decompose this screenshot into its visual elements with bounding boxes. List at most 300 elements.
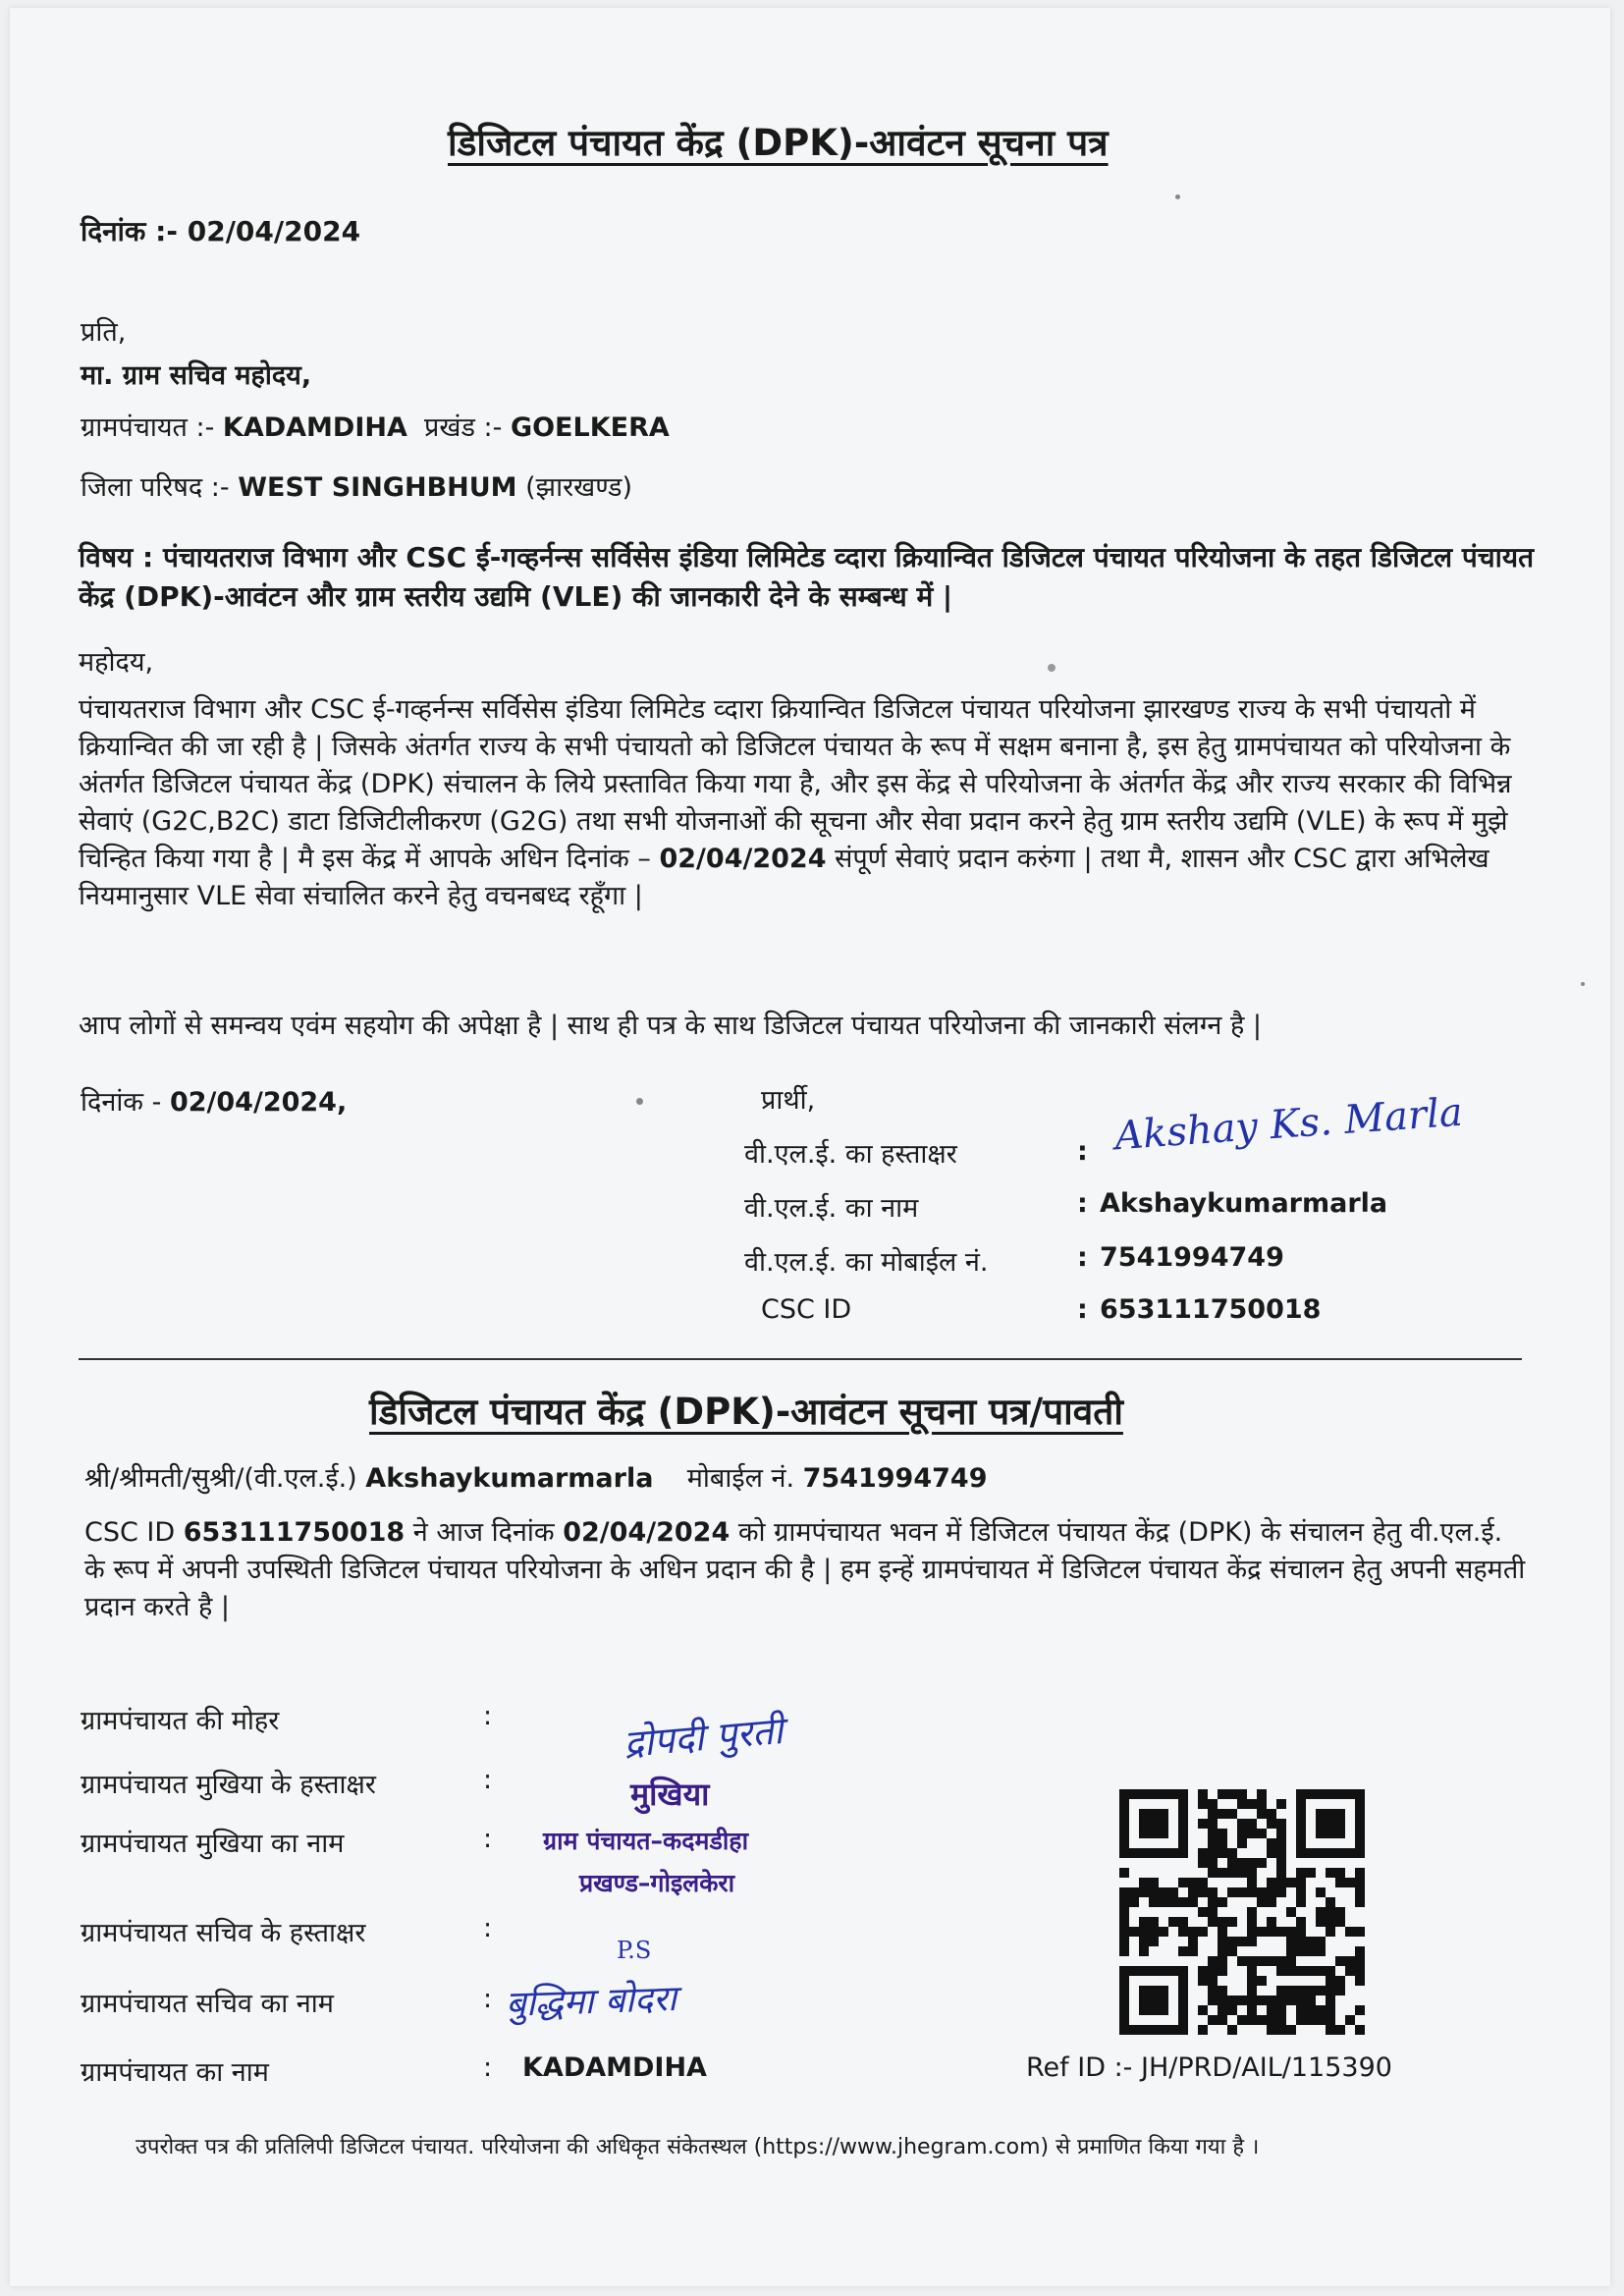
csc-id-value: 653111750018 [1100, 1294, 1322, 1325]
qr-module [1159, 1966, 1168, 1976]
qr-module [1149, 1897, 1159, 1907]
qr-module [1227, 1848, 1237, 1858]
vle-name-value: Akshaykumarmarla [1100, 1188, 1388, 1219]
qr-module [1345, 1789, 1355, 1799]
speck [1048, 664, 1056, 672]
qr-module [1198, 1848, 1208, 1858]
sign-date-label: दिनांक - [81, 1087, 170, 1118]
qr-module [1208, 1897, 1218, 1907]
receipt-text-a: ने आज दिनांक [405, 1517, 564, 1548]
vle-mobile-value: 7541994749 [1100, 1242, 1284, 1273]
qr-module [1335, 1907, 1345, 1917]
qr-module [1335, 1917, 1345, 1927]
qr-module [1355, 1809, 1365, 1819]
state: (झारखण्ड) [516, 472, 633, 503]
qr-module [1159, 1848, 1168, 1858]
qr-module [1345, 1848, 1355, 1858]
footer-note: उपरोक्त पत्र की प्रतिलिपी डिजिटल पंचायत. परियोजना की अधिकृत संकेतस्थल (https://www.jhegram.com) से प्रमाणित किया गया है । [135, 2135, 1260, 2159]
qr-module [1119, 1868, 1129, 1878]
qr-module [1149, 1848, 1159, 1858]
qr-module [1208, 1907, 1218, 1917]
qr-module [1208, 1838, 1218, 1848]
qr-module [1119, 1819, 1129, 1829]
qr-module [1227, 1946, 1237, 1956]
qr-module [1218, 1946, 1227, 1956]
qr-module [1286, 1878, 1296, 1887]
speck [1175, 194, 1180, 199]
qr-module [1296, 2015, 1306, 2025]
qr-module [1198, 1966, 1208, 1976]
qr-module [1267, 1897, 1276, 1907]
mukhiya-signature: द्रोपदी पुरती [622, 1709, 785, 1766]
qr-module [1159, 1809, 1168, 1819]
qr-module [1247, 1917, 1257, 1927]
qr-module [1296, 1848, 1306, 1858]
csc-id-colon: : [1077, 1294, 1088, 1325]
qr-module [1227, 1858, 1237, 1868]
qr-module [1168, 2025, 1178, 2035]
qr-module [1139, 1878, 1149, 1887]
qr-module [1159, 1986, 1168, 1995]
qr-module [1129, 1789, 1139, 1799]
qr-module [1267, 1956, 1276, 1966]
qr-module [1139, 1809, 1149, 1819]
mukhiya-signature-colon: : [483, 1765, 493, 1795]
qr-module [1227, 1868, 1237, 1878]
qr-module [1296, 1995, 1306, 2005]
secretary-name-colon: : [483, 1984, 493, 2014]
receipt-date: 02/04/2024 [563, 1517, 731, 1548]
qr-module [1178, 1809, 1188, 1819]
qr-module [1178, 2015, 1188, 2025]
qr-module [1276, 2015, 1286, 2025]
receipt-vle-label: श्री/श्रीमती/सुश्री/(वी.एल.ई.) [84, 1463, 366, 1494]
qr-module [1276, 1799, 1286, 1809]
qr-module [1247, 1819, 1257, 1829]
qr-module [1355, 1829, 1365, 1838]
qr-module [1296, 1819, 1306, 1829]
qr-module [1286, 1995, 1296, 2005]
qr-module [1237, 1799, 1247, 1809]
qr-module [1198, 1907, 1208, 1917]
qr-module [1188, 1878, 1198, 1887]
qr-module [1178, 1976, 1188, 1986]
qr-module [1335, 1829, 1345, 1838]
qr-module [1168, 1887, 1178, 1897]
receipt-vle-name: Akshaykumarmarla [365, 1463, 654, 1494]
qr-module [1257, 1927, 1267, 1937]
qr-module [1276, 1838, 1286, 1848]
qr-module [1345, 2015, 1355, 2025]
qr-module [1355, 1927, 1365, 1937]
qr-module [1139, 1966, 1149, 1976]
qr-module [1218, 2015, 1227, 2025]
qr-module [1247, 1799, 1257, 1809]
qr-module [1306, 2015, 1316, 2025]
qr-module [1119, 1829, 1129, 1838]
qr-module [1316, 2005, 1326, 2015]
qr-module [1119, 1799, 1129, 1809]
secretary-signature-colon: : [483, 1913, 493, 1943]
qr-module [1257, 1897, 1267, 1907]
qr-module [1227, 1995, 1237, 2005]
qr-module [1296, 1966, 1306, 1976]
qr-module [1237, 1995, 1247, 2005]
mukhiya-name-label: ग्रामपंचायत मुखिया का नाम [81, 1829, 345, 1859]
qr-module [1208, 1986, 1218, 1995]
qr-module [1276, 1829, 1286, 1838]
qr-module [1355, 1956, 1365, 1966]
receipt-mobile-value: 7541994749 [802, 1463, 988, 1494]
qr-module [1326, 1819, 1335, 1829]
qr-module [1345, 1966, 1355, 1976]
divider [79, 1358, 1522, 1360]
qr-module [1237, 1838, 1247, 1848]
qr-module [1237, 1789, 1247, 1799]
qr-module [1139, 1995, 1149, 2005]
date-label: दिनांक :- [81, 215, 188, 247]
qr-module [1257, 1858, 1267, 1868]
qr-module [1119, 1897, 1129, 1907]
qr-module [1208, 1829, 1218, 1838]
qr-module [1326, 1848, 1335, 1858]
body-paragraph-2: आप लोगों से समन्वय एवंम सहयोग की अपेक्षा है | साथ ही पत्र के साथ डिजिटल पंचायत परियोजना की जानकारी संलग्न है | [79, 1011, 1262, 1041]
qr-module [1316, 1907, 1326, 1917]
qr-module [1326, 1897, 1335, 1907]
qr-module [1178, 1946, 1188, 1956]
qr-module [1119, 2015, 1129, 2025]
qr-module [1355, 2005, 1365, 2015]
qr-module [1296, 1946, 1306, 1956]
qr-module [1198, 1878, 1208, 1887]
qr-module [1296, 1789, 1306, 1799]
qr-module [1326, 1829, 1335, 1838]
qr-module [1208, 1858, 1218, 1868]
qr-module [1178, 1917, 1188, 1927]
qr-module [1208, 1799, 1218, 1809]
gp-block-line [81, 408, 670, 444]
receipt-csc-id: 653111750018 [183, 1517, 406, 1548]
date-value: 02/04/2024 [187, 215, 361, 247]
qr-module [1159, 1995, 1168, 2005]
qr-module [1119, 1887, 1129, 1897]
qr-module [1129, 1897, 1139, 1907]
qr-module [1208, 1995, 1218, 2005]
qr-module [1218, 1829, 1227, 1838]
speck [636, 1098, 643, 1105]
qr-module [1188, 1946, 1198, 1956]
qr-module [1306, 2005, 1316, 2015]
qr-module [1119, 1937, 1129, 1946]
qr-module [1316, 1917, 1326, 1927]
para1-text-a: पंचायतराज विभाग और CSC ई-गव्हर्नन्स सर्विसेस इंडिया लिमिटेड व्दारा क्रियान्वित डिजिटल पंचायत परियोजना झारखण्ड राज्य के सभी पंचायतो में क्रियान्वित की जा रही है | जिसके अंतर्गत राज्य के सभी पंचायतो को डिजिटल पंचायत के रूप में सक्षम बनाना है, इस हेतु ग्रामपंचायत को परियोजना के अंतर्गत डिजिटल पंचायत केंद्र (DPK) संचालन के लिये प्रस्तावित किया गया है, और इस केंद्र से परियोजना के अंतर्गत केंद्र और राज्य सरकार की विभिन्न सेवाएं (G2C,B2C) डाटा डिजिटीलीकरण (G2G) तथा सभी योजनाओं की सूचना और सेवा प्रदान करने हेतु ग्राम स्तरीय उद्यमि (VLE) के रूप में मुझे चिन्हित किया गया है | मै इस केंद्र में आपके अधिन दिनांक – [79, 694, 1512, 874]
qr-module [1208, 1819, 1218, 1829]
qr-module [1129, 1966, 1139, 1976]
sign-date-value: 02/04/2024, [169, 1087, 348, 1118]
qr-module [1247, 1956, 1257, 1966]
qr-module [1335, 1986, 1345, 1995]
qr-module [1227, 1937, 1237, 1946]
qr-module [1296, 1829, 1306, 1838]
qr-module [1198, 2005, 1208, 2015]
qr-module [1355, 1897, 1365, 1907]
qr-module [1188, 1937, 1198, 1946]
qr-module [1316, 1966, 1326, 1976]
qr-module [1267, 1887, 1276, 1897]
qr-module [1257, 1956, 1267, 1966]
qr-module [1247, 1927, 1257, 1937]
qr-module [1355, 1848, 1365, 1858]
qr-module [1355, 1966, 1365, 1976]
qr-module [1208, 1809, 1218, 1819]
qr-module [1316, 2015, 1326, 2025]
qr-code [1119, 1789, 1365, 2035]
qr-module [1267, 1878, 1276, 1887]
qr-module [1119, 1995, 1129, 2005]
qr-module [1335, 2025, 1345, 2035]
qr-module [1188, 1927, 1198, 1937]
qr-module [1296, 1897, 1306, 1907]
qr-module [1326, 1927, 1335, 1937]
qr-module [1326, 2015, 1335, 2025]
qr-module [1267, 2005, 1276, 2015]
qr-module [1159, 2005, 1168, 2015]
qr-module [1276, 1887, 1286, 1897]
gp-label: ग्रामपंचायत :- [81, 412, 223, 443]
qr-module [1119, 1966, 1129, 1976]
qr-module [1227, 1887, 1237, 1897]
qr-module [1257, 1995, 1267, 2005]
qr-module [1218, 1927, 1227, 1937]
qr-module [1316, 1819, 1326, 1829]
secretary-initial: P.S [617, 1937, 652, 1964]
qr-module [1247, 1868, 1257, 1878]
qr-module [1247, 1966, 1257, 1976]
qr-module [1159, 1897, 1168, 1907]
qr-module [1218, 1868, 1227, 1878]
qr-module [1168, 1789, 1178, 1799]
qr-module [1326, 1917, 1335, 1927]
qr-module [1159, 1819, 1168, 1829]
qr-module [1355, 1819, 1365, 1829]
qr-module [1227, 2025, 1237, 2035]
qr-module [1218, 1789, 1227, 1799]
qr-module [1119, 2025, 1129, 2035]
qr-module [1237, 1819, 1247, 1829]
qr-module [1198, 2025, 1208, 2035]
qr-module [1267, 1809, 1276, 1819]
secretary-name-label: ग्रामपंचायत सचिव का नाम [81, 1989, 334, 2019]
qr-module [1335, 1878, 1345, 1887]
qr-module [1335, 1848, 1345, 1858]
qr-module [1149, 1995, 1159, 2005]
para1-text-b: संपूर्ण सेवाएं प्रदान करुंगा | तथा मै, शासन और CSC द्वारा अभिलेख नियमानुसार VLE सेवा संचालित करने हेतु वचनबध्द रहूँगा | [79, 844, 1489, 911]
qr-module [1326, 1868, 1335, 1878]
gp-value: KADAMDIHA [222, 412, 407, 443]
qr-module [1355, 1887, 1365, 1897]
speck [1581, 982, 1585, 986]
qr-module [1286, 1907, 1296, 1917]
qr-module [1267, 2015, 1276, 2025]
qr-module [1208, 1976, 1218, 1986]
district-label: जिला परिषद :- [81, 472, 239, 503]
secretary-signature-label: ग्रामपंचायत सचिव के हस्ताक्षर [81, 1918, 366, 1948]
csc-id-label: CSC ID [761, 1294, 852, 1325]
qr-module [1218, 1809, 1227, 1819]
qr-module [1237, 1868, 1247, 1878]
vle-name-label: वी.एल.ई. का नाम [744, 1193, 919, 1224]
qr-module [1208, 1848, 1218, 1858]
qr-module [1306, 1995, 1316, 2005]
qr-module [1355, 1946, 1365, 1956]
qr-module [1355, 1799, 1365, 1809]
letter-date [81, 212, 360, 249]
qr-module [1198, 1819, 1208, 1829]
qr-module [1168, 1966, 1178, 1976]
mukhiya-name-colon: : [483, 1824, 493, 1854]
qr-module [1247, 2015, 1257, 2025]
qr-module [1218, 1937, 1227, 1946]
qr-module [1178, 1878, 1188, 1887]
qr-module [1355, 1976, 1365, 1986]
qr-module [1247, 1995, 1257, 2005]
qr-module [1326, 1809, 1335, 1819]
mukhiya-signature-label: ग्रामपंचायत मुखिया के हस्ताक्षर [81, 1770, 376, 1800]
qr-module [1335, 1789, 1345, 1799]
qr-module [1276, 1848, 1286, 1858]
qr-module [1129, 1927, 1139, 1937]
qr-module [1208, 1868, 1218, 1878]
qr-module [1139, 1887, 1149, 1897]
qr-module [1178, 1819, 1188, 1829]
vle-mobile-label: वी.एल.ई. का मोबाईल नं. [744, 1247, 989, 1278]
qr-module [1188, 1897, 1198, 1907]
qr-module [1178, 1966, 1188, 1976]
qr-module [1178, 1799, 1188, 1809]
qr-module [1326, 1907, 1335, 1917]
qr-module [1276, 1986, 1286, 1995]
qr-module [1257, 1799, 1267, 1809]
qr-module [1267, 1838, 1276, 1848]
qr-module [1237, 2015, 1247, 2025]
greeting: महोदय, [79, 647, 154, 678]
qr-module [1296, 1809, 1306, 1819]
gp-seal-label: ग्रामपंचायत की मोहर [81, 1706, 280, 1736]
qr-module [1247, 1829, 1257, 1838]
qr-module [1178, 1986, 1188, 1995]
qr-module [1168, 1848, 1178, 1858]
qr-module [1218, 1917, 1227, 1927]
qr-module [1149, 1809, 1159, 1819]
qr-module [1335, 1956, 1345, 1966]
qr-module [1178, 1897, 1188, 1907]
qr-module [1335, 1976, 1345, 1986]
qr-module [1306, 1986, 1316, 1995]
qr-module [1198, 1799, 1208, 1809]
qr-module [1257, 1887, 1267, 1897]
gp-name-colon: : [483, 2052, 493, 2083]
qr-module [1286, 1946, 1296, 1956]
qr-module [1178, 1829, 1188, 1838]
qr-module [1129, 2025, 1139, 2035]
para1-date: 02/04/2024 [659, 844, 827, 874]
qr-module [1247, 1937, 1257, 1946]
qr-module [1129, 1848, 1139, 1858]
qr-module [1326, 2005, 1335, 2015]
qr-module [1149, 1986, 1159, 1995]
qr-module [1119, 1917, 1129, 1927]
qr-module [1119, 2005, 1129, 2015]
qr-module [1296, 1887, 1306, 1897]
block-label: प्रखंड :- [424, 412, 511, 443]
qr-module [1276, 1819, 1286, 1829]
qr-module [1286, 1956, 1296, 1966]
qr-module [1267, 1819, 1276, 1829]
qr-module [1326, 1789, 1335, 1799]
qr-module [1237, 1829, 1247, 1838]
qr-module [1119, 1848, 1129, 1858]
qr-module [1276, 1927, 1286, 1937]
qr-module [1306, 1848, 1316, 1858]
qr-module [1306, 1868, 1316, 1878]
qr-module [1188, 1887, 1198, 1897]
qr-module [1218, 1838, 1227, 1848]
qr-module [1227, 1917, 1237, 1927]
qr-module [1149, 1966, 1159, 1976]
qr-module [1276, 1878, 1286, 1887]
qr-module [1286, 2025, 1296, 2035]
receipt-vle-line [84, 1458, 988, 1495]
subject: विषय : पंचायतराज विभाग और CSC ई-गव्हर्नन्स सर्विसेस इंडिया लिमिटेड व्दारा क्रियान्वित डिजिटल पंचायत परियोजना के तहत डिजिटल पंचायत केंद्र (DPK)-आवंटन और ग्राम स्तरीय उद्यमि (VLE) की जानकारी देने के सम्बन्ध में | [79, 541, 1535, 613]
qr-module [1139, 1927, 1149, 1937]
qr-module [1159, 1829, 1168, 1838]
receipt-title: डिजिटल पंचायत केंद्र (DPK)-आवंटन सूचना पत्र/पावती [369, 1391, 1123, 1433]
qr-module [1267, 1917, 1276, 1927]
qr-module [1178, 1927, 1188, 1937]
qr-module [1159, 1789, 1168, 1799]
qr-module [1306, 1966, 1316, 1976]
qr-module [1316, 1848, 1326, 1858]
qr-module [1227, 1809, 1237, 1819]
qr-module [1178, 1789, 1188, 1799]
qr-module [1276, 1956, 1286, 1966]
qr-module [1237, 1887, 1247, 1897]
qr-module [1139, 1937, 1149, 1946]
receipt-paragraph [84, 1514, 1528, 1626]
vle-signature-label: वी.एल.ई. का हस्ताक्षर [744, 1139, 957, 1170]
qr-module [1139, 1789, 1149, 1799]
qr-module [1267, 1848, 1276, 1858]
qr-module [1139, 1986, 1149, 1995]
qr-module [1159, 1927, 1168, 1937]
qr-module [1335, 1809, 1345, 1819]
qr-module [1208, 1966, 1218, 1976]
qr-module [1276, 1995, 1286, 2005]
qr-module [1296, 1838, 1306, 1848]
qr-module [1198, 1927, 1208, 1937]
qr-module [1178, 1995, 1188, 2005]
gp-name-value: KADAMDIHA [522, 2052, 707, 2083]
block-value: GOELKERA [510, 412, 670, 443]
qr-module [1159, 2025, 1168, 2035]
qr-module [1237, 1937, 1247, 1946]
qr-module [1218, 1966, 1227, 1976]
qr-module [1247, 2005, 1257, 2015]
qr-module [1218, 1986, 1227, 1995]
qr-module [1129, 1887, 1139, 1897]
qr-module [1267, 1927, 1276, 1937]
qr-module [1178, 1848, 1188, 1858]
